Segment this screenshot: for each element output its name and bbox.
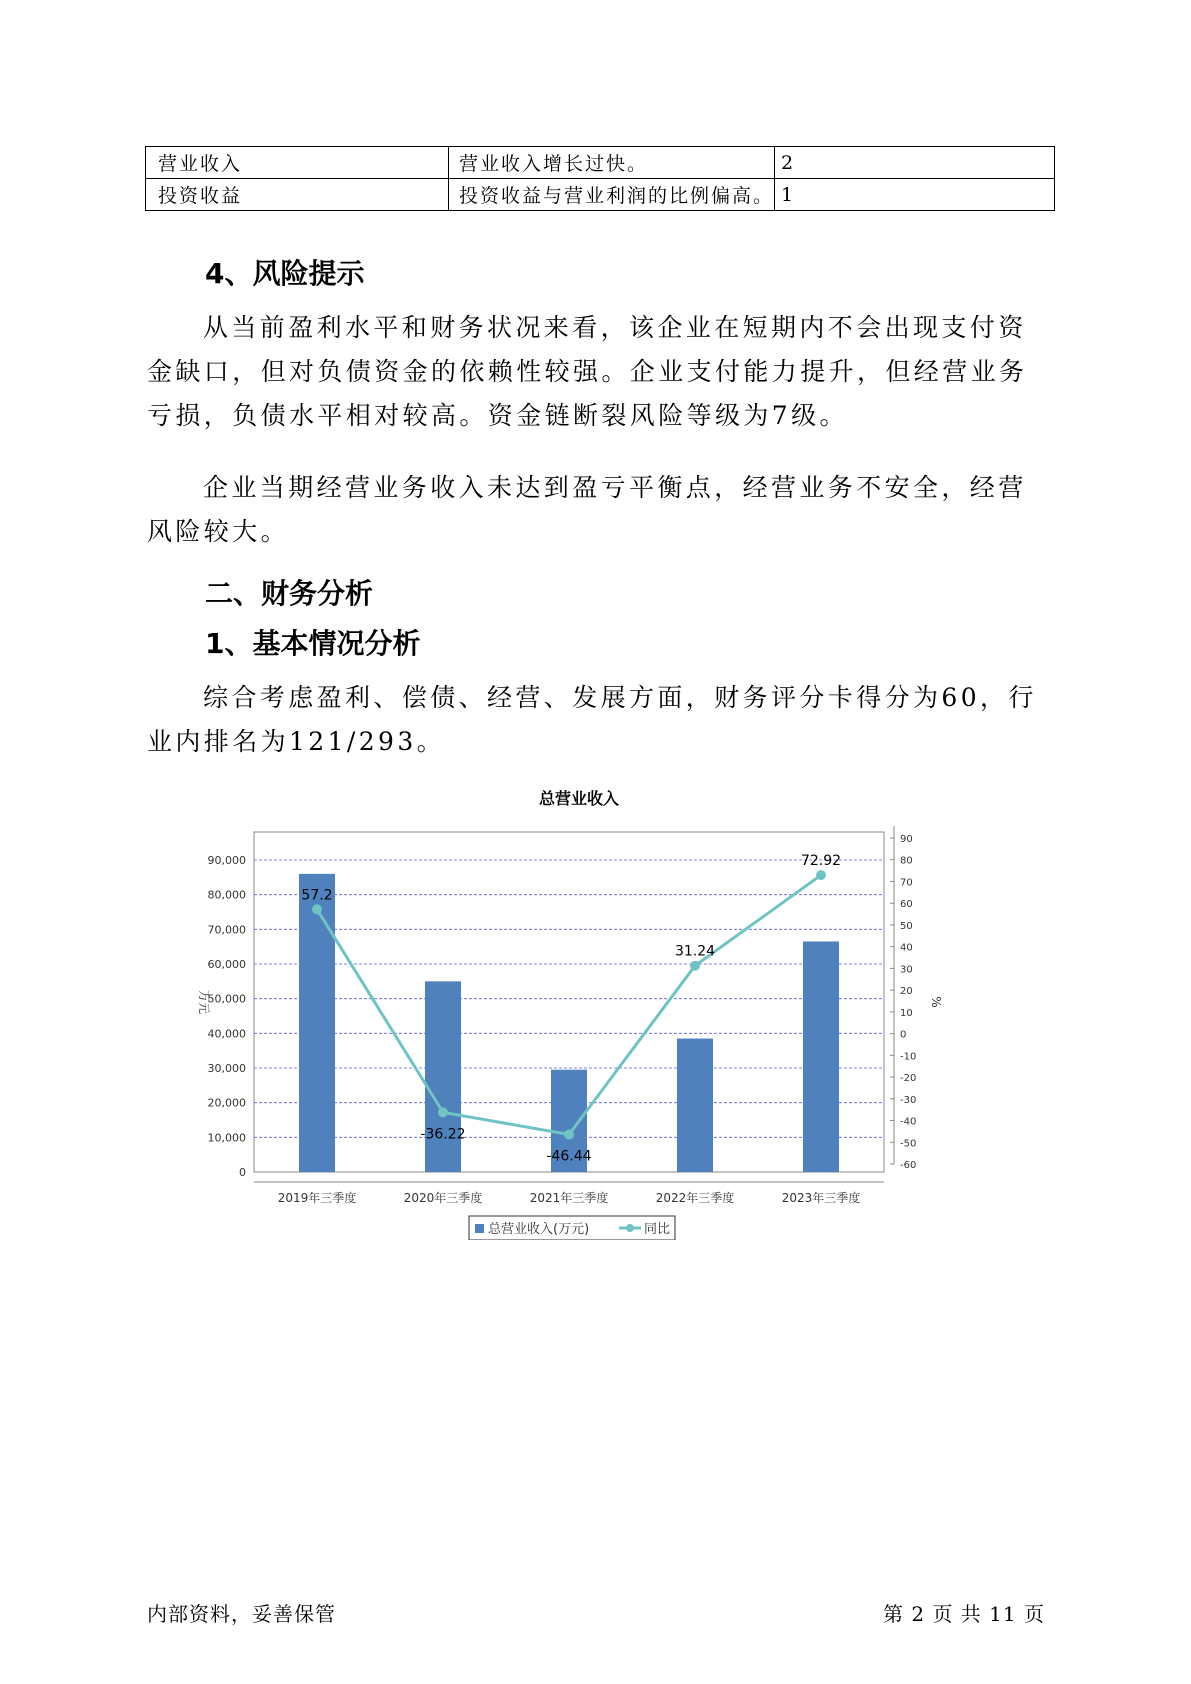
section-heading-finance: 二、财务分析 (205, 577, 374, 610)
bar (803, 941, 839, 1172)
table-row (146, 179, 1055, 211)
x-tick-label: 2019年三季度 (277, 1191, 357, 1205)
legend-line-marker (626, 1224, 634, 1232)
table-cell-item: 投资收益 (146, 179, 449, 211)
legend-bar-label: 总营业收入(万元) (488, 1222, 590, 1237)
y-tick-label: 70,000 (207, 923, 246, 937)
line-point (564, 1130, 574, 1140)
y2-axis-label: % (929, 996, 943, 1008)
data-label: -36.22 (420, 1126, 466, 1143)
x-tick-label: 2021年三季度 (529, 1191, 609, 1205)
bar (677, 1039, 713, 1172)
y2-tick-label: -30 (900, 1094, 917, 1106)
y-tick-label: 60,000 (207, 958, 246, 971)
y2-tick-label: 60 (900, 899, 913, 911)
y2-tick-label: 30 (900, 964, 913, 976)
x-tick-label: 2020年三季度 (403, 1191, 483, 1205)
y2-tick-label: 70 (900, 877, 913, 889)
line-point (816, 870, 826, 880)
y2-tick-label: 40 (900, 942, 913, 954)
table-cell-description: 投资收益与营业利润的比例偏高。 (449, 179, 775, 211)
x-tick-label: 2023年三季度 (781, 1191, 861, 1205)
data-label: 57.2 (301, 887, 333, 904)
y-tick-label: 0 (239, 1166, 246, 1179)
paragraph-text: 企业当期经营业务收入未达到盈亏平衡点，经营业务不安全，经营风险较大。 (147, 473, 1027, 546)
chart-title: 总营业收入 (538, 789, 620, 808)
legend-line-label: 同比 (644, 1222, 671, 1237)
y2-tick-label: 20 (900, 986, 913, 998)
y2-tick-label: -20 (900, 1073, 917, 1085)
y2-tick-label: 90 (900, 834, 913, 845)
y2-tick-label: -60 (900, 1160, 917, 1171)
table-cell-item: 营业收入 (146, 147, 449, 179)
y2-tick-label: -10 (900, 1051, 917, 1063)
y-axis-label: 万元 (197, 989, 211, 1015)
footer-page-number: 第 2 页 共 11 页 (883, 1602, 1045, 1626)
y-tick-label: 30,000 (207, 1062, 246, 1075)
table-cell-description: 营业收入增长过快。 (449, 147, 775, 179)
sub-heading-basic: 1、基本情况分析 (205, 627, 421, 660)
paragraph-text: 综合考虑盈利、偿债、经营、发展方面，财务评分卡得分为60，行业内排名为121/293。 (147, 683, 1037, 756)
y-tick-label: 40,000 (207, 1027, 246, 1041)
risk-paragraph-1 (147, 306, 1052, 438)
y2-tick-label: 0 (900, 1029, 907, 1041)
bar (299, 874, 335, 1172)
paragraph-text: 从当前盈利水平和财务状况来看，该企业在短期内不会出现支付资金缺口，但对负债资金的依赖性较强。企业支付能力提升，但经营业务亏损，负债水平相对较高。资金链断裂风险等级为7级。 (147, 313, 1028, 430)
y2-tick-label: 10 (900, 1007, 913, 1019)
table-cell-level: 1 (775, 179, 1055, 211)
line-point (438, 1107, 448, 1117)
x-tick-label: 2022年三季度 (655, 1191, 735, 1205)
line-point (690, 961, 700, 971)
table-row (146, 147, 1055, 179)
risk-paragraph-2 (147, 466, 1052, 554)
y-tick-label: 80,000 (207, 888, 246, 902)
data-label: 72.92 (800, 853, 842, 870)
basic-paragraph (147, 676, 1052, 764)
y2-tick-label: 80 (900, 855, 913, 867)
revenue-chart (180, 780, 1010, 1240)
y2-tick-label: 50 (900, 920, 913, 932)
line-point (312, 904, 322, 914)
footer-confidential: 内部资料，妥善保管 (147, 1602, 336, 1626)
y-tick-label: 10,000 (207, 1131, 246, 1145)
data-label: -46.44 (546, 1148, 592, 1165)
risk-table (145, 146, 1055, 211)
table-cell-level: 2 (775, 147, 1055, 179)
y-tick-label: 90,000 (207, 854, 246, 867)
data-label: 31.24 (674, 943, 716, 960)
bar (425, 981, 461, 1172)
y-tick-label: 50,000 (207, 992, 246, 1006)
y2-tick-label: -40 (900, 1116, 917, 1128)
y-tick-label: 20,000 (207, 1096, 246, 1110)
legend-bar-swatch (475, 1224, 484, 1233)
section-heading-risk: 4、风险提示 (205, 257, 365, 290)
y2-tick-label: -50 (900, 1138, 917, 1150)
